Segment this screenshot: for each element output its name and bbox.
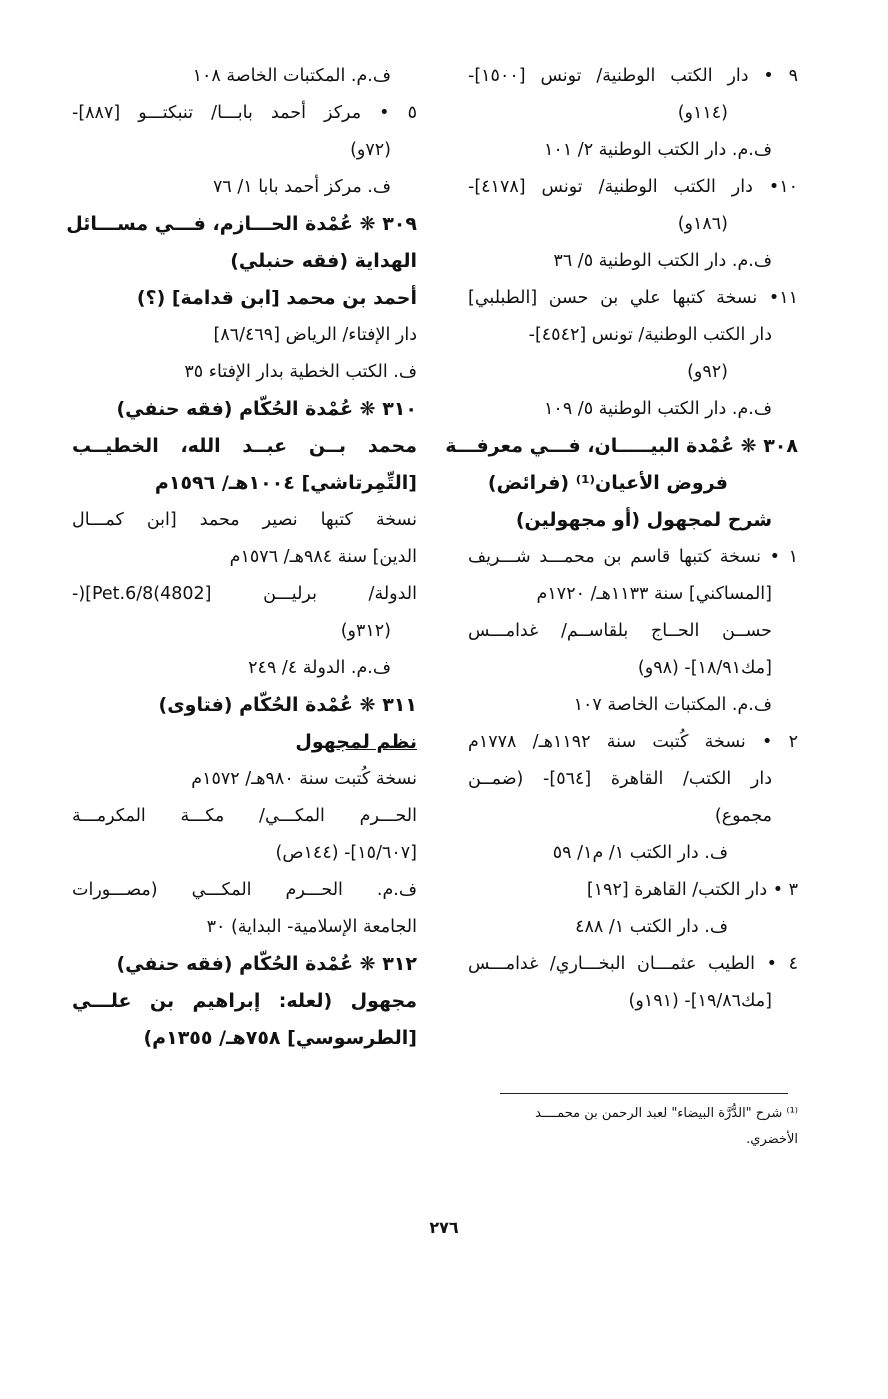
text-line: أحمد بن محمد [ابن قدامة] (؟) — [136, 287, 417, 309]
text-line: [المساكني] سنة ١١٣٣هـ/ ١٧٢٠م — [536, 584, 772, 604]
text-line: (١١٤و) — [677, 103, 728, 123]
text-line: الدين] سنة ٩٨٤هـ/ ١٥٧٦م — [229, 547, 417, 567]
text-line: ف.م. الدولة ٤/ ٢٤٩ — [248, 658, 391, 678]
text-line: (٧٢و) — [350, 140, 391, 160]
text-line: ف. دار الكتب ١/ ٤٨٨ — [575, 917, 728, 937]
text-line: [مك١٨/٩١]- (٩٨و) — [637, 658, 772, 678]
footnote-line: الأخضري. — [746, 1132, 798, 1147]
page-number: ٢٧٦ — [429, 1218, 459, 1237]
footnote — [468, 1101, 798, 1153]
text-line: الهداية (فقه حنبلي) — [230, 250, 417, 272]
text-line: ٤ • الطيب عثمـــان البخـــاري/ غدامـــس — [468, 954, 798, 974]
text-line: ١١• نسخة كتبها علي بن حسن [الطبلبي] — [468, 288, 798, 308]
text-line: حســن الحــاج بلقاســم/ غدامـــس — [468, 621, 772, 641]
text-line: (٩٢و) — [687, 362, 728, 382]
text-line: ٩ • دار الكتب الوطنية/ تونس [١٥٠٠]- — [468, 66, 798, 86]
text-line: (١٨٦و) — [677, 214, 728, 234]
text-line: ٣٠٩ ❋ عُمْدة الحـــازم، فـــي مســـائل — [66, 213, 417, 235]
text-line: دار الإفتاء/ الرياض [٨٦/٤٦٩] — [213, 325, 417, 345]
text-line: نظم لمجهول — [295, 731, 417, 753]
text-line: مجموع) — [714, 806, 772, 826]
text-line: ١٠• دار الكتب الوطنية/ تونس [٤١٧٨]- — [468, 177, 798, 197]
text-line: [١٥/٦٠٧]- (١٤٤ص) — [275, 843, 417, 863]
text-line: (٣١٢و) — [340, 621, 391, 641]
text-line: الحـــرم المكـــي/ مكـــة المكرمـــة — [72, 806, 417, 826]
text-line: فروض الأعيان⁽¹⁾ (فرائض) — [487, 472, 728, 494]
text-line: ف.م. دار الكتب الوطنية ٥/ ١٠٩ — [544, 399, 772, 419]
footnote-line: ⁽¹⁾ شرح "الدُّرَّة البيضاء" لعبد الرحمن بن محمــــد — [535, 1106, 798, 1121]
text-line: محمد بــن عبــد الله، الخطيــب — [72, 435, 417, 457]
text-line: ٣ • دار الكتب/ القاهرة [١٩٢] — [586, 880, 798, 900]
text-line: ١ • نسخة كتبها قاسم بن محمـــد شـــريف — [468, 547, 798, 567]
text-line: ف.م. دار الكتب الوطنية ٢/ ١٠١ — [544, 140, 772, 160]
text-line: ٣١٠ ❋ عُمْدة الحُكّام (فقه حنفي) — [116, 398, 417, 420]
left-column — [66, 58, 417, 1057]
text-line: شرح لمجهول (أو مجهولين) — [515, 509, 772, 531]
text-line: دار الكتب/ القاهرة [٥٦٤]- (ضمــن — [468, 769, 772, 789]
text-line: نسخة كتبها نصير محمد [ابن كمـــال — [72, 510, 417, 530]
text-line: ف.م. المكتبات الخاصة ١٠٧ — [573, 695, 772, 715]
text-line: الجامعة الإسلامية- البداية) ٣٠ — [206, 917, 417, 937]
text-line: ٣١٢ ❋ عُمْدة الحُكّام (فقه حنفي) — [116, 953, 417, 975]
text-line: ف. دار الكتب ١/ م١/ ٥٩ — [552, 843, 728, 863]
text-line: [التِّمِرتاشي] ١٠٠٤هـ/ ١٥٩٦م — [154, 472, 417, 494]
text-line: مجهول (لعله: إبراهيم بن علـــي — [72, 990, 417, 1012]
text-line: ٢ • نسخة كُتبت سنة ١١٩٢هـ/ ١٧٧٨م — [468, 732, 798, 752]
text-line: ٣٠٨ ❋ عُمْدة البيـــــان، فـــي معرفـــة — [445, 435, 798, 457]
text-line: [مك١٩/٨٦]- (١٩١و) — [628, 991, 772, 1011]
text-line: ف. الكتب الخطية بدار الإفتاء ٣٥ — [184, 362, 417, 382]
text-line: [الطرسوسي] ٧٥٨هـ/ ١٣٥٥م) — [143, 1027, 417, 1049]
text-line: نسخة كُتبت سنة ٩٨٠هـ/ ١٥٧٢م — [191, 769, 417, 789]
text-line: دار الكتب الوطنية/ تونس [٤٥٤٢]- — [528, 325, 772, 345]
text-line: ف. مركز أحمد بابا ١/ ٧٦ — [212, 177, 391, 197]
text-line: ف.م. الحـــرم المكـــي (مصـــورات — [72, 880, 417, 900]
right-column — [445, 58, 798, 1020]
text-line: ٥ • مركز أحمد بابـــا/ تنبكتـــو [٨٨٧]- — [72, 103, 417, 123]
text-line: ف.م. دار الكتب الوطنية ٥/ ٣٦ — [553, 251, 772, 271]
text-line: الدولة/ برليـــن [4802)Pet.6/8](- — [72, 584, 417, 604]
text-line: ٣١١ ❋ عُمْدة الحُكّام (فتاوى) — [158, 694, 417, 716]
text-line: ف.م. المكتبات الخاصة ١٠٨ — [192, 66, 391, 86]
footnote-divider — [500, 1093, 788, 1094]
